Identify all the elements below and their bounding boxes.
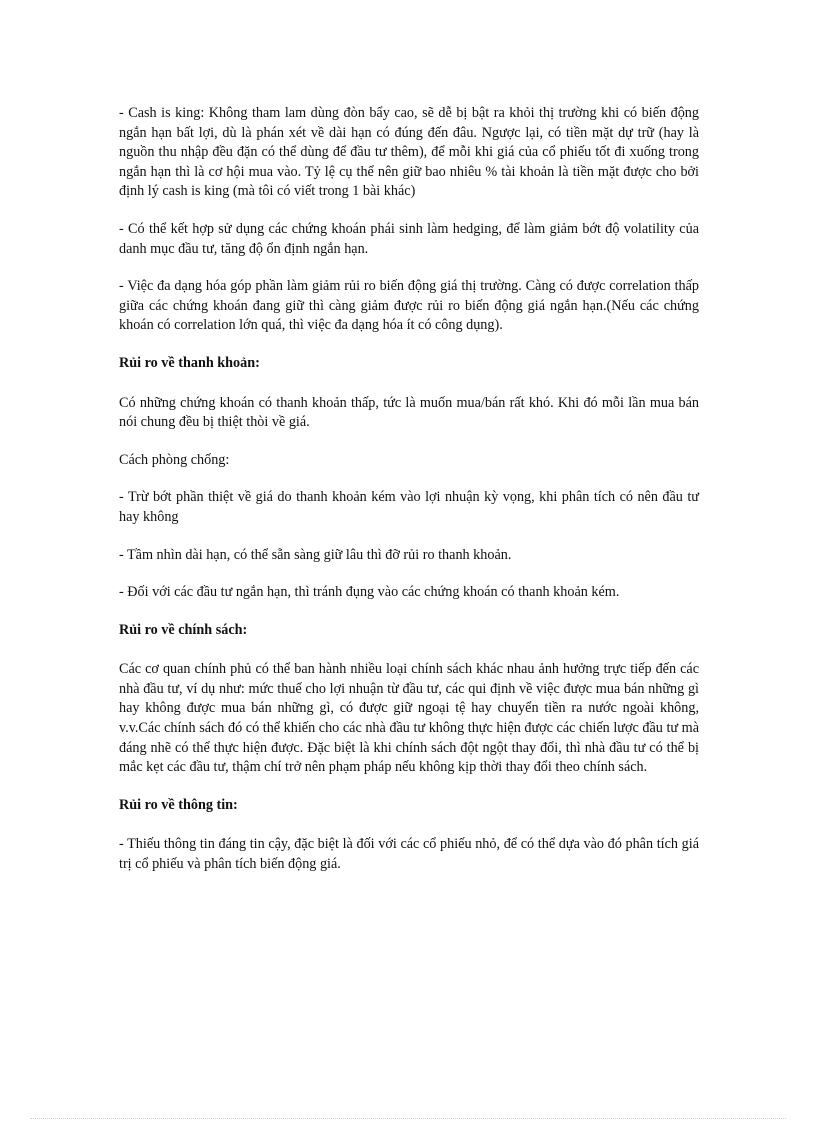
paragraph-policy-detail: Các cơ quan chính phủ có thể ban hành nhiều loại chính sách khác nhau ảnh hưởng trực tiếp đến các nhà đầu tư, ví dụ như: mức thuế cho lợi nhuận từ đầu tư, các qui định về việc được mua bán những gì hay không được mua bán những gì, có được giữ ngoại tệ hay chuyển tiền ra nước ngoài không, v.v.Các chính sách đó có thể khiến cho các nhà đầu tư không thực hiện được các chiến lược đầu tư mà đáng nhẽ có thể thực hiện được. Đặc biệt là khi chính sách đột ngột thay đổi, thì nhà đầu tư có thể bị mắc kẹt các đầu tư, thậm chí trở nên phạm pháp nếu không kịp thời thay đổi theo chính sách.	[119, 661, 699, 776]
heading-liquidity-risk: Rủi ro về thanh khoản:	[119, 354, 260, 371]
paragraph-information-detail: - Thiếu thông tin đáng tin cậy, đặc biệt là đối với các cổ phiếu nhỏ, để có thể dựa vào đó phân tích giá trị cổ phiếu và phân tích biến động giá.	[119, 836, 699, 873]
heading-information-risk: Rủi ro về thông tin:	[119, 796, 238, 813]
paragraph-prevention-label: Cách phòng chống:	[119, 451, 230, 468]
paragraph-liquidity-intro: Có những chứng khoán có thanh khoản thấp, tức là muốn mua/bán rất khó. Khi đó mỗi lần mua bán nói chung đều bị thiệt thòi về giá.	[119, 394, 699, 431]
paragraph-diversification: - Việc đa dạng hóa góp phần làm giảm rủi ro biến động giá thị trường. Càng có được correlation thấp giữa các chứng khoán đang giữ thì càng giảm được rủi ro biến động giá ngắn hạn.(Nếu các chứng khoán có correlation lớn quá, thì việc đa dạng hóa ít có công dụng).	[119, 278, 699, 334]
heading-policy-risk: Rủi ro về chính sách:	[119, 621, 248, 638]
document-body	[119, 104, 699, 893]
paragraph-cash-is-king: - Cash is king: Không tham lam dùng đòn bẩy cao, sẽ dễ bị bật ra khỏi thị trường khi có biến động ngắn hạn bất lợi, dù là phán xét về dài hạn có đúng đến đâu. Ngược lại, có tiền mặt dự trữ (hay là nguồn thu nhập đều đặn có thể dùng để đầu tư thêm), để mỗi khi giá của cổ phiếu tốt đi xuống trong ngắn hạn thì là cơ hội mua vào. Tỷ lệ cụ thể nên giữ bao nhiêu % tài khoản là tiền mặt được cho bởi định lý cash is king (mà tôi có viết trong 1 bài khác)	[119, 105, 699, 200]
paragraph-short-term-avoid: - Đối với các đầu tư ngắn hạn, thì tránh đụng vào các chứng khoán có thanh khoản kém.	[119, 584, 620, 601]
paragraph-hedging: - Có thể kết hợp sử dụng các chứng khoán phái sinh làm hedging, để làm giảm bớt độ volatility của danh mục đầu tư, tăng độ ổn định ngắn hạn.	[119, 220, 699, 257]
page-bottom-divider	[30, 1118, 786, 1119]
paragraph-liquidity-discount: - Trừ bớt phần thiệt về giá do thanh khoản kém vào lợi nhuận kỳ vọng, khi phân tích có nên đầu tư hay không	[119, 489, 699, 525]
paragraph-long-term-view: - Tầm nhìn dài hạn, có thể sẵn sàng giữ lâu thì đỡ rủi ro thanh khoản.	[119, 546, 512, 563]
